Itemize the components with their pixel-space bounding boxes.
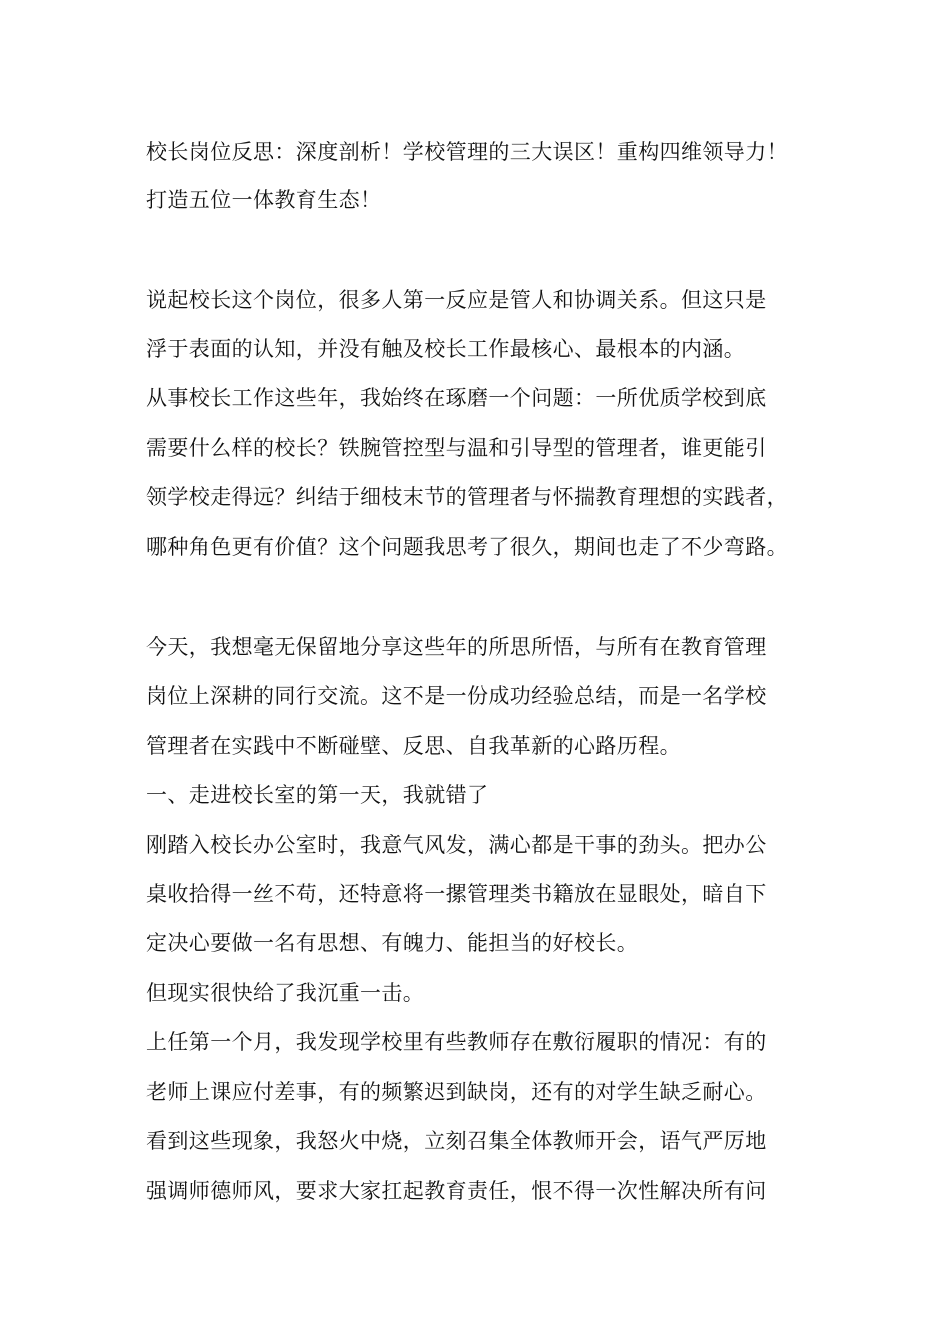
- body-line: 从事校长工作这些年，我始终在琢磨一个问题：一所优质学校到底: [146, 386, 767, 410]
- title-line-2: 打造五位一体教育生态！: [146, 188, 382, 212]
- body-line: 领学校走得远？纠结于细枝末节的管理者与怀揣教育理想的实践者，: [146, 485, 788, 509]
- body-line: 今天，我想毫无保留地分享这些年的所思所悟，与所有在教育管理: [146, 635, 767, 659]
- section-heading: 一、走进校长室的第一天，我就错了: [146, 783, 489, 807]
- body-line: 哪种角色更有价值？这个问题我思考了很久，期间也走了不少弯路。: [146, 535, 788, 559]
- body-line: 刚踏入校长办公室时，我意气风发，满心都是干事的劲头。把办公: [146, 833, 767, 857]
- body-line: 浮于表面的认知，并没有触及校长工作最核心、最根本的内涵。: [146, 337, 746, 361]
- body-line: 上任第一个月，我发现学校里有些教师存在敷衍履职的情况：有的: [146, 1030, 767, 1054]
- body-line: 管理者在实践中不断碰壁、反思、自我革新的心路历程。: [146, 734, 681, 758]
- body-line: 定决心要做一名有思想、有魄力、能担当的好校长。: [146, 931, 639, 955]
- body-line: 看到这些现象，我怒火中烧，立刻召集全体教师开会，语气严厉地: [146, 1129, 767, 1153]
- body-line: 但现实很快给了我沉重一击。: [146, 981, 425, 1005]
- body-line: 桌收拾得一丝不苟，还特意将一摞管理类书籍放在显眼处，暗自下: [146, 882, 767, 906]
- title-line-1: 校长岗位反思：深度剖析！学校管理的三大误区！重构四维领导力！: [146, 140, 788, 164]
- body-line: 岗位上深耕的同行交流。这不是一份成功经验总结，而是一名学校: [146, 684, 767, 708]
- body-line: 老师上课应付差事，有的频繁迟到缺岗，还有的对学生缺乏耐心。: [146, 1080, 767, 1104]
- body-line: 强调师德师风，要求大家扛起教育责任，恨不得一次性解决所有问: [146, 1179, 767, 1203]
- body-line: 说起校长这个岗位，很多人第一反应是管人和协调关系。但这只是: [146, 288, 767, 312]
- body-line: 需要什么样的校长？铁腕管控型与温和引导型的管理者，谁更能引: [146, 436, 767, 460]
